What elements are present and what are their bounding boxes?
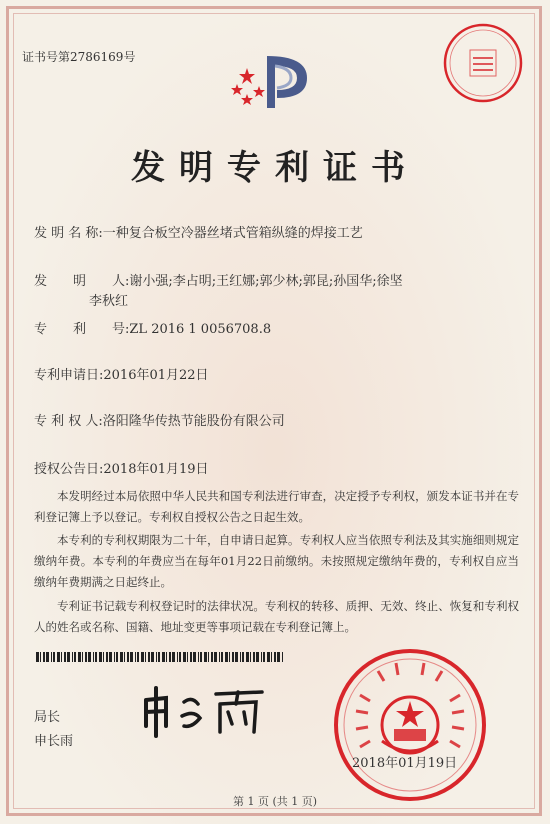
patentee-value: 洛阳隆华传热节能股份有限公司 bbox=[102, 414, 285, 429]
certificate-number: 证书号第2786169号 bbox=[22, 50, 136, 64]
patent-number-field bbox=[34, 318, 271, 337]
page-number: 第 1 页 (共 1 页) bbox=[232, 795, 318, 808]
patentee-label: 专 利 权 人: bbox=[34, 414, 103, 429]
patentee-field bbox=[34, 410, 285, 429]
provincial-seal-stamp bbox=[440, 20, 526, 106]
filing-date-value: 2016年01月22日 bbox=[103, 368, 209, 383]
filing-date-field bbox=[34, 364, 209, 383]
document-title: 发明专利证书 bbox=[131, 148, 419, 188]
inventors-field bbox=[34, 270, 403, 289]
paragraph-3: 专利证书记载专利权登记时的法律状况。专利权的转移、质押、无效、终止、恢复和专利权人的姓名或名称、国籍、地址变更等事项记载在专利登记簿上。 bbox=[34, 599, 519, 634]
inventors-value-line2: 李秋红 bbox=[89, 294, 129, 309]
filing-date-label: 专利申请日: bbox=[34, 368, 104, 383]
grant-date-label: 授权公告日: bbox=[34, 462, 104, 477]
inventors-label: 发 明 人: bbox=[34, 274, 130, 289]
invention-name-field bbox=[34, 222, 363, 241]
inventors-value-line1: 谢小强;李占明;王红娜;郭少林;郭昆;孙国华;徐坚 bbox=[129, 274, 403, 289]
national-seal-stamp bbox=[330, 645, 490, 805]
handwritten-signature bbox=[140, 682, 270, 742]
bureau-name: 申长雨 bbox=[34, 734, 74, 749]
bureau-title: 局长 bbox=[34, 710, 61, 725]
grant-date-field bbox=[34, 458, 209, 477]
paragraph-2: 本专利的专利权期限为二十年，自申请日起算。专利权人应当依照专利法及其实施细则规定缴纳年费。本专利的年费应当在每年01月22日前缴纳。未按照规定缴纳年费的，专利权自应当缴纳年费期满之日起终止。 bbox=[34, 533, 519, 589]
grant-date-value: 2018年01月19日 bbox=[103, 462, 209, 477]
stamp-date: 2018年01月19日 bbox=[352, 756, 458, 771]
invention-name-value: 一种复合板空冷器丝堵式管箱纵缝的焊接工艺 bbox=[102, 226, 363, 241]
cnipa-logo-icon bbox=[225, 46, 325, 116]
patent-number-value: ZL 2016 1 0056708.8 bbox=[129, 322, 272, 337]
invention-name-label: 发 明 名 称: bbox=[34, 226, 103, 241]
patent-number-label: 专 利 号: bbox=[34, 322, 130, 337]
barcode bbox=[36, 652, 286, 662]
paragraph-1: 本发明经过本局依照中华人民共和国专利法进行审查，决定授予专利权，颁发本证书并在专利登记簿上予以登记。专利权自授权公告之日起生效。 bbox=[34, 489, 519, 524]
